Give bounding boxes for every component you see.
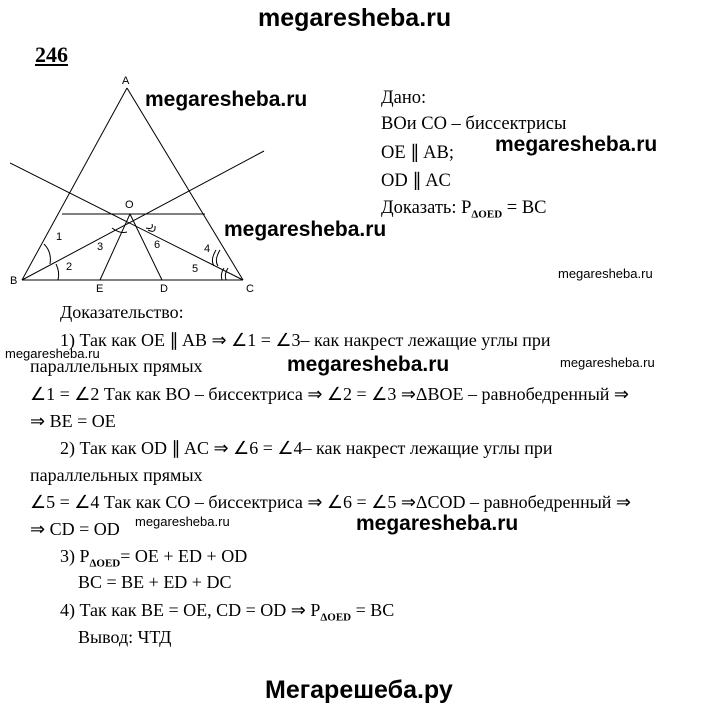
arc-angle-4 xyxy=(212,250,216,266)
angle-label-3: 3 xyxy=(97,241,104,253)
angle-label-1: 1 xyxy=(56,231,63,243)
vertex-c: C xyxy=(246,283,254,295)
proof-line-3: ∠1 = ∠2 Так как BO – биссектриса ⇒ ∠2 = ∠3 ⇒ΔBOE – равнобедренный ⇒ xyxy=(30,384,630,404)
watermark-5: megaresheba.ru xyxy=(5,346,100,361)
given-line-3: OD ∥ AC xyxy=(381,171,451,191)
angle-label-2: 2 xyxy=(66,261,73,273)
arc-angle-1 xyxy=(44,244,50,264)
watermark-2: megaresheba.ru xyxy=(495,133,658,156)
watermark-6: megaresheba.ru xyxy=(287,353,450,376)
given-prove: Доказать: $P_{\Delta OED}$ = BC xyxy=(381,198,547,221)
watermark-1: megaresheba.ru xyxy=(145,88,308,111)
side-ab xyxy=(22,88,127,280)
proof-title: Доказательство: xyxy=(60,302,184,322)
proof-line-8: ⇒ CD = OD xyxy=(30,519,120,539)
proof-line-10: BC = BE + ED + DC xyxy=(78,572,232,592)
segment-oe xyxy=(100,214,130,280)
arc-angle-2 xyxy=(56,264,59,280)
arc-angle-6 xyxy=(146,224,152,229)
proof-line-11: 4) Так как BE = OE, CD = OD ⇒ $P_{\Delta OED}$ = BC xyxy=(60,600,395,624)
given-title: Дано: xyxy=(381,88,427,108)
proof-line-4: ⇒ BE = OE xyxy=(30,411,116,431)
proof-line-9: 3) $P_{\Delta OED}=$ OE + ED + OD xyxy=(60,546,248,570)
angle-label-4: 4 xyxy=(204,243,211,255)
proof-line-12: Вывод: ЧТД xyxy=(78,627,172,647)
arc-angle-5b xyxy=(225,268,228,280)
vertex-d: D xyxy=(160,283,168,295)
given-line-2: OE ∥ AB; xyxy=(381,143,454,163)
proof-line-2: параллельных прямых xyxy=(30,356,203,376)
footer-watermark: Мегарешеба.ру xyxy=(265,676,453,704)
vertex-a: A xyxy=(122,75,130,87)
vertex-o: O xyxy=(125,199,134,211)
watermark-7: megaresheba.ru xyxy=(560,355,655,370)
watermark-4: megaresheba.ru xyxy=(558,266,653,281)
arc-angle-4b xyxy=(216,250,220,266)
problem-number: 246 xyxy=(35,42,68,67)
angle-label-5: 5 xyxy=(192,263,199,275)
watermark-8: megaresheba.ru xyxy=(135,514,230,529)
given-line-1: BOи CO – биссектрисы xyxy=(381,114,567,134)
proof-line-5: 2) Так как OD ∥ AC ⇒ ∠6 = ∠4– как накрест лежащие углы при xyxy=(60,438,553,458)
watermark-9: megaresheba.ru xyxy=(356,512,519,535)
arc-angle-3 xyxy=(112,228,127,233)
vertex-b: B xyxy=(10,275,18,287)
bisector-bo xyxy=(22,151,264,280)
proof-line-1: 1) Так как OE ∥ AB ⇒ ∠1 = ∠3– как накрест лежащие углы при xyxy=(60,330,551,350)
angle-label-6: 6 xyxy=(154,239,161,251)
header-watermark: megaresheba.ru xyxy=(258,4,452,32)
vertex-e: E xyxy=(96,283,104,295)
proof-line-6: параллельных прямых xyxy=(30,465,203,485)
proof-line-7: ∠5 = ∠4 Так как CO – биссектриса ⇒ ∠6 = ∠5 ⇒ΔCOD – равнобедренный ⇒ xyxy=(30,492,632,512)
watermark-3: megaresheba.ru xyxy=(224,218,387,241)
